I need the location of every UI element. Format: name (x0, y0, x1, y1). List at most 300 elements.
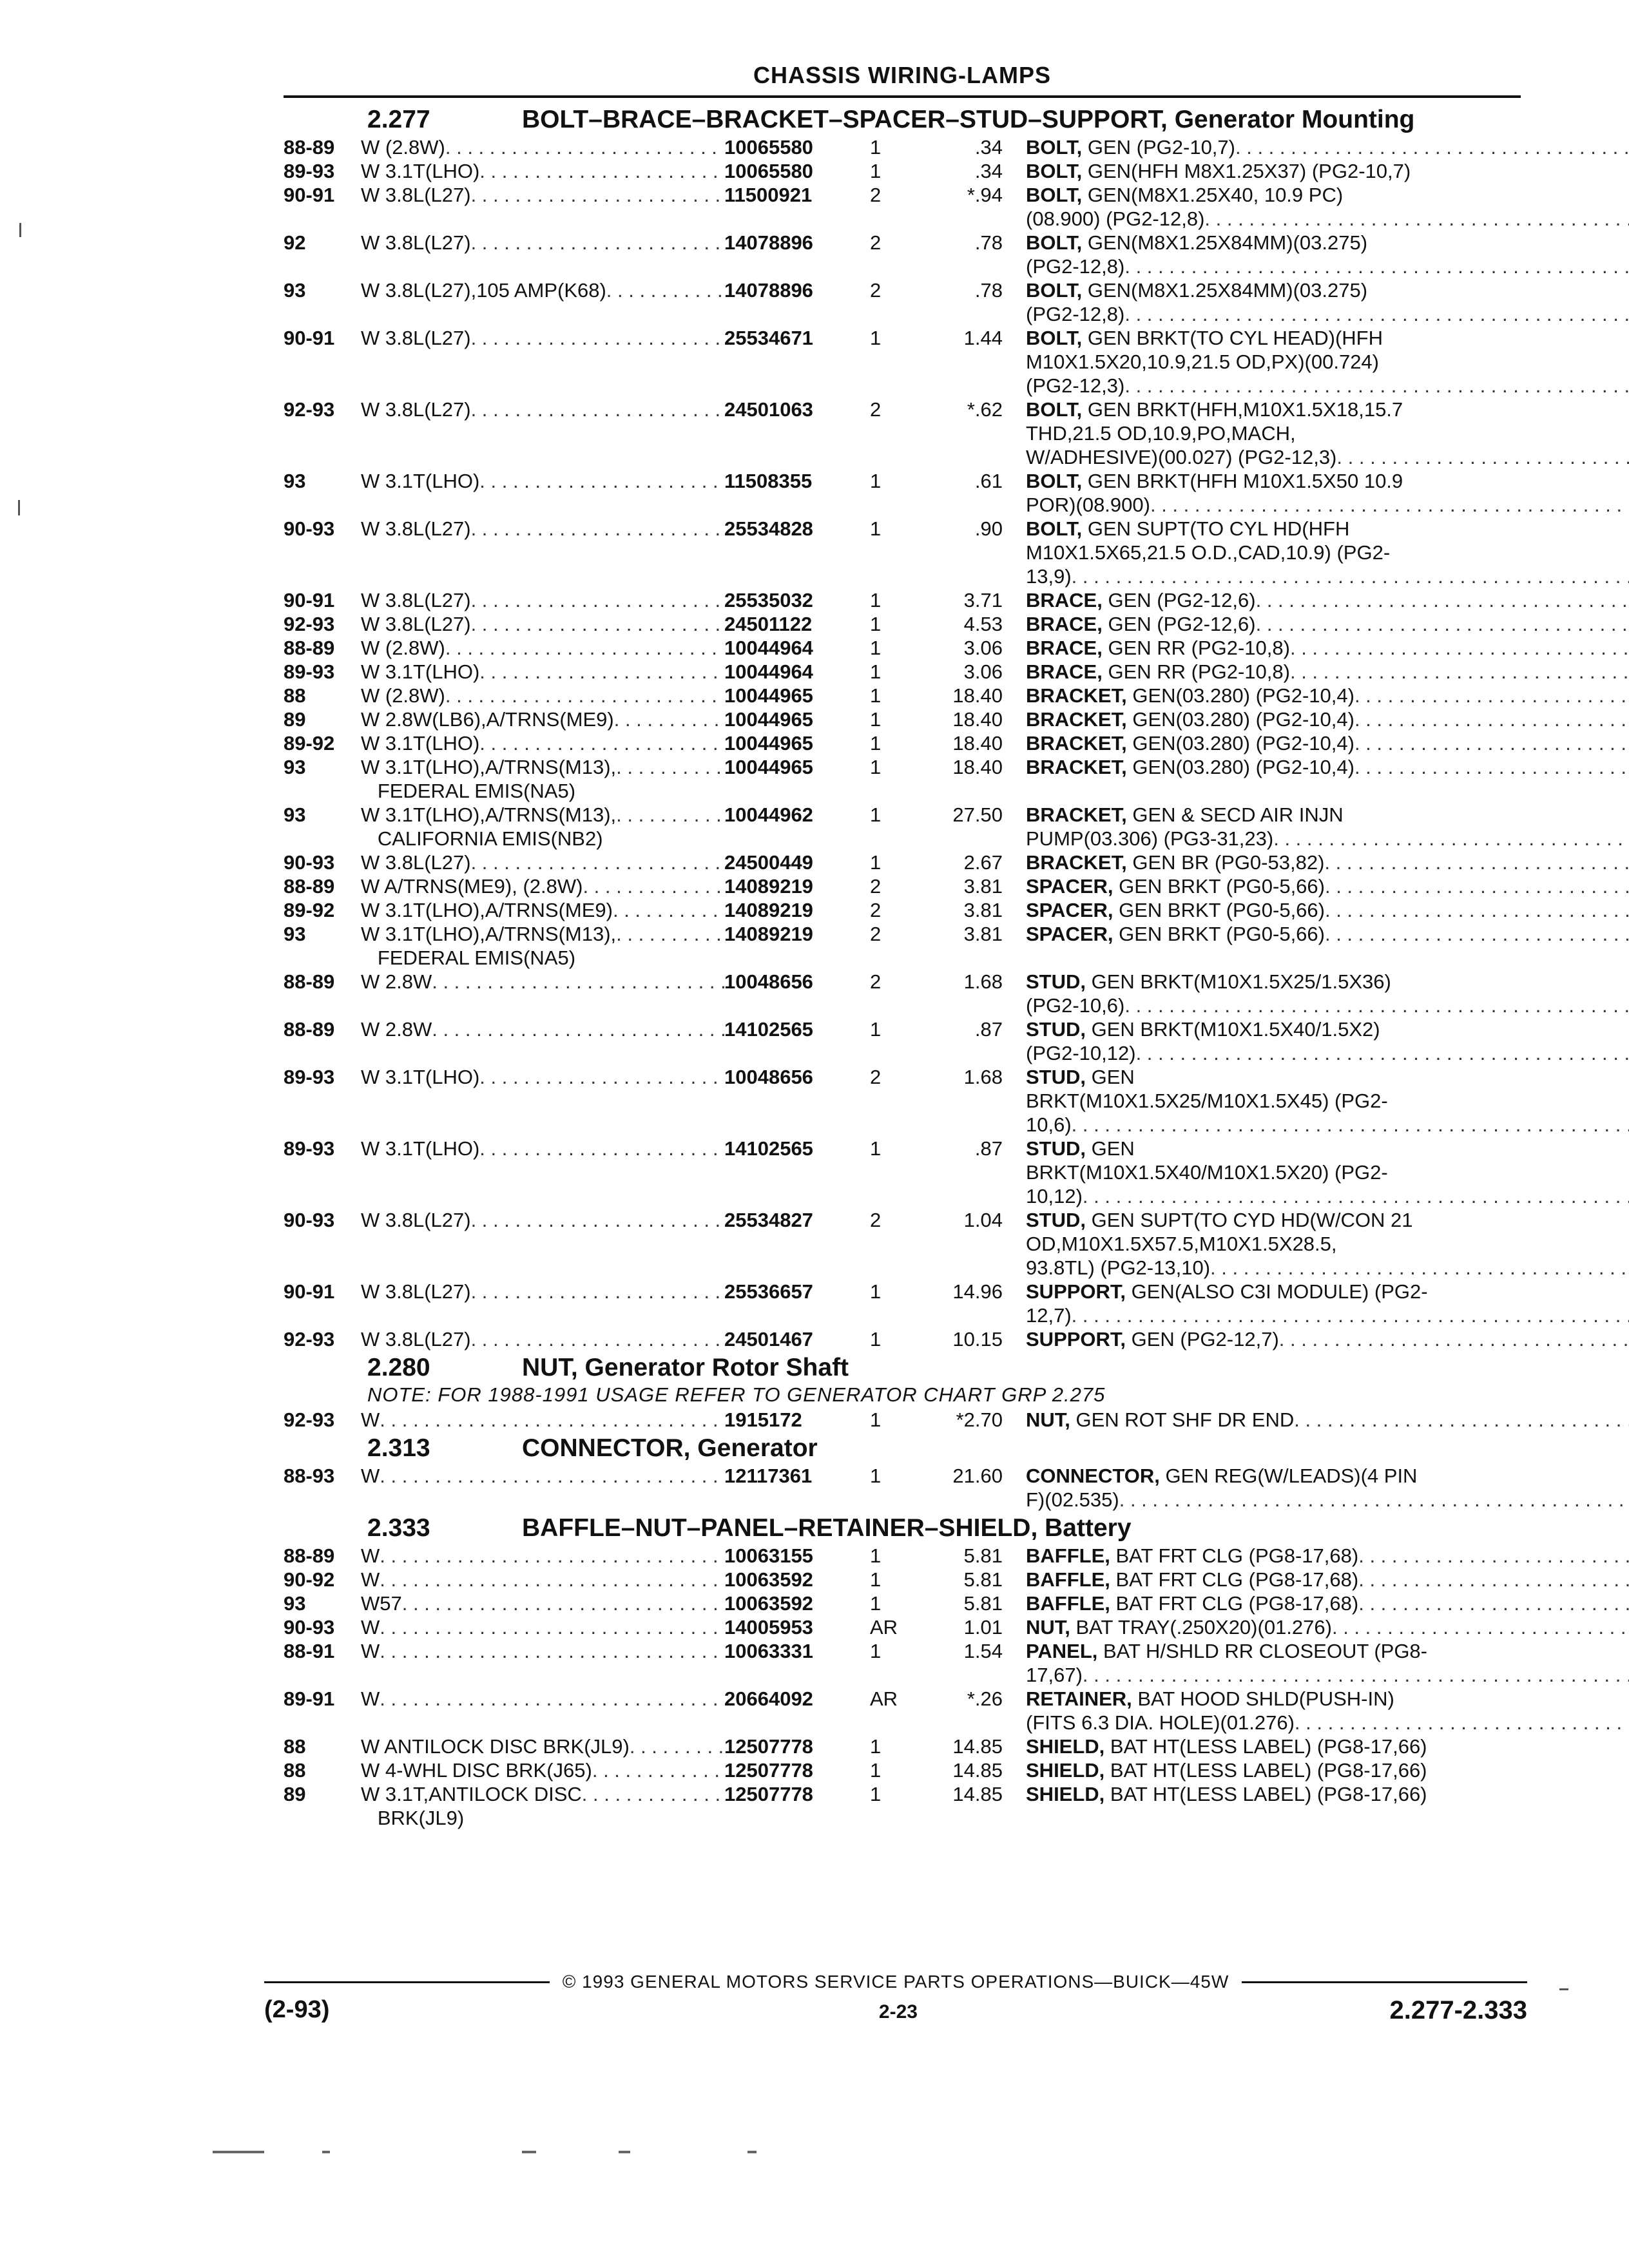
description-keyword: STUD, (1026, 1066, 1086, 1088)
description-line (1026, 755, 1629, 779)
part-row (284, 1017, 1521, 1065)
dot-leader (380, 1639, 724, 1663)
quantity: 1 (870, 136, 882, 159)
model-cell (361, 1615, 724, 1639)
year-range: 88-89 (284, 637, 335, 659)
description-text: (PG2-10,6) (1026, 994, 1125, 1017)
description-keyword: BOLT, (1026, 231, 1083, 254)
year-range: 92-93 (284, 1408, 335, 1431)
price: 18.40 (952, 756, 1003, 778)
quantity: 2 (870, 1209, 882, 1231)
description-line (1026, 1735, 1521, 1758)
description-text: (PG2-12,3) (1026, 374, 1125, 397)
description-text: OD,M10X1.5X57.5,M10X1.5X28.5, (1026, 1233, 1337, 1255)
dot-leader (1124, 994, 1629, 1017)
part-row (284, 850, 1521, 874)
year-range: 88-89 (284, 1018, 335, 1041)
model-text: W 3.1T,ANTILOCK DISC BRK(JL9) (361, 1783, 582, 1829)
part-number: 25536657 (724, 1280, 813, 1303)
year-range: 92-93 (284, 613, 335, 635)
dot-leader (380, 1544, 724, 1568)
description-line (1026, 1591, 1629, 1615)
section-heading (284, 1436, 1521, 1461)
price: 1.04 (963, 1209, 1003, 1231)
price: 14.96 (952, 1280, 1003, 1303)
model-cell (361, 469, 724, 493)
model-cell (361, 1591, 724, 1615)
part-number: 14078896 (724, 279, 813, 302)
dot-leader (380, 1615, 724, 1639)
part-row (284, 636, 1521, 660)
dot-leader (616, 755, 724, 803)
part-number: 11500921 (724, 184, 813, 206)
model-cell (361, 1280, 724, 1303)
part-number: 14005953 (724, 1616, 813, 1639)
model-cell (361, 874, 724, 898)
description-line (1026, 1464, 1629, 1488)
dot-leader (1354, 731, 1629, 755)
section-heading (284, 1355, 1521, 1381)
dot-leader (1273, 827, 1629, 850)
description-text: 12,7) (1026, 1304, 1072, 1327)
model-text: W (2.8W) (361, 136, 445, 159)
description-keyword: BOLT, (1026, 517, 1083, 540)
section-number: 2.277 (367, 106, 430, 133)
part-row (284, 1639, 1521, 1687)
description-text: GEN BRKT (PG0-5,66) (1113, 899, 1325, 921)
model-cell (361, 1464, 724, 1488)
dot-leader (582, 1782, 724, 1830)
dot-leader (380, 1464, 724, 1488)
dot-leader (445, 684, 724, 707)
description-line (1026, 1017, 1629, 1041)
year-range: 89 (284, 708, 306, 731)
price: 1.54 (963, 1640, 1003, 1662)
part-number: 10048656 (724, 1066, 813, 1088)
model-cell (361, 326, 724, 350)
description-keyword: BRACE, (1026, 637, 1103, 659)
model-text: W (361, 1687, 380, 1710)
description-keyword: BRACKET, (1026, 803, 1127, 826)
price: .34 (974, 160, 1003, 182)
model-cell (361, 803, 724, 850)
model-cell (361, 159, 724, 183)
dot-leader (1150, 493, 1629, 517)
description-keyword: SUPPORT, (1026, 1328, 1126, 1350)
dot-leader (1210, 1256, 1629, 1280)
description-keyword: BOLT, (1026, 398, 1083, 421)
dot-leader (1290, 660, 1629, 684)
dot-leader (1358, 1591, 1629, 1615)
dot-leader (1325, 874, 1629, 898)
price: .78 (974, 231, 1003, 254)
model-text: W (361, 1408, 380, 1431)
page-header: CHASSIS WIRING-LAMPS (753, 62, 1051, 88)
description-keyword: BRACKET, (1026, 851, 1127, 874)
description (1026, 874, 1629, 898)
dot-leader (479, 1065, 724, 1089)
description (1026, 1615, 1629, 1639)
description (1026, 1208, 1629, 1280)
quantity: 1 (870, 589, 882, 611)
model-cell (361, 517, 724, 541)
footer-line (264, 1972, 1527, 1992)
year-range: 88-89 (284, 136, 335, 159)
price: 3.71 (963, 589, 1003, 611)
model-text: W 3.8L(L27) (361, 851, 471, 874)
part-row (284, 1687, 1521, 1735)
description (1026, 755, 1629, 779)
dot-leader (1072, 564, 1629, 588)
description-text: GEN SUPT(TO CYD HD(W/CON 21 (1086, 1209, 1413, 1231)
part-number: 10048656 (724, 970, 813, 993)
quantity: 1 (870, 803, 882, 826)
part-number: 12507778 (724, 1783, 813, 1805)
model-text: W 3.1T(LHO),A/TRNS(M13), CALIFORNIA EMIS(NB2) (361, 803, 617, 850)
part-row (284, 660, 1521, 684)
model-cell (361, 1782, 724, 1830)
description (1026, 135, 1629, 159)
scan-smudge (213, 2151, 264, 2153)
description-line (1026, 135, 1629, 159)
part-number: 10044964 (724, 637, 813, 659)
description-text: PUMP(03.306) (PG3-31,23) (1026, 827, 1274, 850)
description-text: BAT HT(LESS LABEL) (PG8-17,66) (1104, 1759, 1427, 1782)
dot-leader (616, 922, 724, 970)
model-cell (361, 1735, 724, 1758)
quantity: 1 (870, 1592, 882, 1615)
model-text: W (361, 1640, 380, 1662)
dot-leader (1256, 588, 1629, 612)
price: 14.85 (952, 1759, 1003, 1782)
description-keyword: BOLT, (1026, 136, 1083, 159)
description-text: GEN BRKT(TO CYL HEAD)(HFH (1082, 327, 1383, 349)
model-text: W 3.8L(L27) (361, 589, 471, 611)
part-number: 10044965 (724, 756, 813, 778)
part-row (284, 588, 1521, 612)
part-row (284, 684, 1521, 707)
model-text: W 2.8W (361, 1018, 432, 1041)
description-text: GEN(03.280) (PG2-10,4) (1126, 732, 1354, 754)
description-keyword: BOLT, (1026, 327, 1083, 349)
section-heading (284, 107, 1521, 133)
model-cell (361, 731, 724, 755)
description-line (1026, 493, 1629, 517)
model-cell (361, 1687, 724, 1711)
price: 3.81 (963, 875, 1003, 898)
price: 5.81 (963, 1568, 1003, 1591)
year-range: 89-92 (284, 732, 335, 754)
description-line (1026, 684, 1629, 707)
description-text: GEN(M8X1.25X40, 10.9 PC) (1082, 184, 1344, 206)
part-number: 10044965 (724, 684, 813, 707)
description (1026, 159, 1521, 183)
description-keyword: SPACER, (1026, 899, 1113, 921)
description-keyword: STUD, (1026, 1018, 1086, 1041)
dot-leader (1124, 374, 1629, 398)
price: 10.15 (952, 1328, 1003, 1350)
section-title: NUT, Generator Rotor Shaft (522, 1354, 849, 1381)
year-range: 88-89 (284, 1544, 335, 1567)
model-text: W (2.8W) (361, 684, 445, 707)
price: .78 (974, 279, 1003, 302)
part-row (284, 1408, 1521, 1432)
page-footer (264, 1972, 1527, 2055)
description (1026, 707, 1629, 731)
description-line (1026, 1408, 1629, 1432)
model-text: W 3.1T(LHO) (361, 160, 480, 182)
dot-leader (1072, 1113, 1629, 1137)
section-number: 2.280 (367, 1354, 430, 1381)
description-line (1026, 517, 1629, 541)
part-row (284, 231, 1521, 278)
description-line (1026, 612, 1629, 636)
description-text: BRKT(M10X1.5X25/M10X1.5X45) (PG2- (1026, 1090, 1388, 1112)
part-row (284, 1327, 1521, 1351)
left-margin-mark (19, 223, 21, 237)
dot-leader (1279, 1327, 1629, 1351)
description-line (1026, 850, 1629, 874)
price: .87 (974, 1137, 1003, 1160)
price: 1.44 (963, 327, 1003, 349)
year-range: 89-93 (284, 1066, 335, 1088)
year-range: 88-89 (284, 970, 335, 993)
dot-leader (1358, 1568, 1629, 1591)
dot-leader (471, 398, 724, 421)
dot-leader (1336, 445, 1629, 469)
model-text: W 3.1T(LHO) (361, 1066, 480, 1088)
dot-leader (1124, 302, 1629, 326)
description-text: F)(02.535) (1026, 1488, 1119, 1511)
part-number: 10063592 (724, 1592, 813, 1615)
price: *.26 (967, 1687, 1003, 1710)
part-number: 12507778 (724, 1735, 813, 1758)
dot-leader (471, 612, 724, 636)
description (1026, 231, 1629, 278)
description-keyword: SPACER, (1026, 875, 1113, 898)
model-cell (361, 1758, 724, 1782)
description-text: GEN & SECD AIR INJN (1126, 803, 1344, 826)
description-keyword: BRACKET, (1026, 732, 1127, 754)
description (1026, 278, 1629, 326)
description-line (1026, 469, 1629, 493)
dot-leader (616, 803, 724, 850)
quantity: 1 (870, 517, 882, 540)
description-keyword: PANEL, (1026, 1640, 1098, 1662)
quantity: 2 (870, 899, 882, 921)
year-range: 93 (284, 756, 306, 778)
model-cell (361, 970, 724, 994)
description (1026, 183, 1629, 231)
description (1026, 398, 1629, 469)
description (1026, 1544, 1629, 1568)
year-range: 93 (284, 470, 306, 492)
parts-list (284, 135, 1521, 1351)
description-line (1026, 541, 1629, 564)
section-number: 2.333 (367, 1514, 430, 1542)
model-cell (361, 660, 724, 684)
description-keyword: STUD, (1026, 1209, 1086, 1231)
description-line (1026, 1782, 1521, 1806)
model-text: W 3.1T(LHO),A/TRNS(M13), FEDERAL EMIS(NA5) (361, 756, 617, 802)
year-range: 88-91 (284, 1640, 335, 1662)
part-number: 14089219 (724, 875, 813, 898)
price: 4.53 (963, 613, 1003, 635)
part-row (284, 1782, 1521, 1830)
description-line (1026, 1327, 1629, 1351)
description-text: GEN BRKT (PG0-5,66) (1113, 923, 1325, 945)
quantity: 1 (870, 637, 882, 659)
dot-leader (479, 660, 724, 684)
model-text: W (361, 1568, 380, 1591)
year-range: 93 (284, 803, 306, 826)
dot-leader (471, 588, 724, 612)
part-row (284, 326, 1521, 398)
description-text: GEN BRKT(M10X1.5X40/1.5X2) (1086, 1018, 1380, 1041)
description-keyword: BAFFLE, (1026, 1568, 1110, 1591)
dot-leader (1358, 1544, 1629, 1568)
quantity: 1 (870, 1465, 882, 1487)
description-keyword: BRACKET, (1026, 708, 1127, 731)
description-text: GEN (PG2-12,7) (1126, 1328, 1279, 1350)
description-text: M10X1.5X65,21.5 O.D.,CAD,10.9) (PG2- (1026, 541, 1391, 564)
quantity: 1 (870, 327, 882, 349)
description-text: GEN SUPT(TO CYL HD(HFH (1082, 517, 1350, 540)
quantity: 1 (870, 732, 882, 754)
description-text: GEN BR (PG0-53,82) (1126, 851, 1325, 874)
description-line (1026, 159, 1521, 183)
dot-leader (1354, 755, 1629, 779)
dot-leader (479, 159, 724, 183)
part-number: 14089219 (724, 923, 813, 945)
description-line (1026, 1065, 1629, 1089)
model-text: W 3.1T(LHO) (361, 660, 480, 683)
model-text: W (361, 1465, 380, 1487)
part-number: 14102565 (724, 1137, 813, 1160)
description-text: GEN RR (PG2-10,8) (1102, 660, 1290, 683)
description-line (1026, 1184, 1629, 1208)
date-code: (2-93) (264, 1996, 330, 2023)
parts-list (284, 1464, 1521, 1512)
model-cell (361, 135, 724, 159)
description-text: (PG2-12,8) (1026, 255, 1125, 278)
price: 3.06 (963, 660, 1003, 683)
quantity: 1 (870, 1783, 882, 1805)
description (1026, 517, 1629, 588)
description (1026, 469, 1629, 517)
description-keyword: BRACE, (1026, 660, 1103, 683)
header-rule (284, 95, 1521, 98)
year-range: 92-93 (284, 398, 335, 421)
dot-leader (1324, 850, 1629, 874)
quantity: 1 (870, 160, 882, 182)
part-row (284, 398, 1521, 469)
price: *.62 (967, 398, 1003, 421)
price: 18.40 (952, 684, 1003, 707)
price: 3.81 (963, 923, 1003, 945)
left-margin-mark (18, 500, 20, 515)
quantity: 1 (870, 1568, 882, 1591)
description-text: GEN BRKT(HFH M10X1.5X50 10.9 (1082, 470, 1403, 492)
description-text: 13,9) (1026, 565, 1072, 588)
model-cell (361, 684, 724, 707)
dot-leader (471, 850, 724, 874)
quantity: 1 (870, 756, 882, 778)
description-line (1026, 255, 1629, 278)
part-number: 10065580 (724, 160, 813, 182)
description-text: GEN BRKT(HFH,M10X1.5X18,15.7 (1082, 398, 1403, 421)
description (1026, 1065, 1629, 1137)
dot-leader (1295, 1711, 1629, 1735)
part-number: 1915172 (724, 1408, 802, 1431)
price: 3.06 (963, 637, 1003, 659)
part-number: 10044964 (724, 660, 813, 683)
description-keyword: BOLT, (1026, 279, 1083, 302)
year-range: 90-91 (284, 327, 335, 349)
description-line (1026, 445, 1629, 469)
description-text: BRKT(M10X1.5X40/M10X1.5X20) (PG2- (1026, 1161, 1388, 1184)
description-text: BAT HT(LESS LABEL) (PG8-17,66) (1104, 1783, 1427, 1805)
quantity: 1 (870, 470, 882, 492)
part-number: 10063155 (724, 1544, 813, 1567)
description (1026, 850, 1629, 874)
description (1026, 970, 1629, 1017)
sections-container (284, 107, 1521, 1830)
part-number: 24501122 (724, 613, 813, 635)
model-text: W 3.1T(LHO),A/TRNS(M13), FEDERAL EMIS(NA5) (361, 923, 617, 969)
description-line (1026, 898, 1629, 922)
dot-leader (380, 1568, 724, 1591)
description-text: W/ADHESIVE)(00.027) (PG2-12,3) (1026, 446, 1337, 468)
quantity: 1 (870, 708, 882, 731)
model-text: W ANTILOCK DISC BRK(JL9) (361, 1735, 630, 1758)
model-cell (361, 1137, 724, 1160)
description-text: GEN ROT SHF DR END (1070, 1408, 1295, 1431)
year-range: 90-91 (284, 1280, 335, 1303)
year-range: 93 (284, 279, 306, 302)
description-text: BAT FRT CLG (PG8-17,68) (1110, 1568, 1359, 1591)
model-text: W 2.8W (361, 970, 432, 993)
description-keyword: BRACE, (1026, 613, 1103, 635)
year-range: 89-93 (284, 660, 335, 683)
model-text: W 3.8L(L27) (361, 231, 471, 254)
description-keyword: CONNECTOR, (1026, 1465, 1160, 1487)
quantity: 1 (870, 1137, 882, 1160)
quantity: 1 (870, 851, 882, 874)
description-line (1026, 374, 1629, 398)
model-text: W 3.8L(L27) (361, 1280, 471, 1303)
dot-leader (471, 1208, 724, 1232)
dot-leader (471, 326, 724, 350)
description (1026, 1280, 1629, 1327)
dot-leader (1256, 612, 1629, 636)
quantity: 1 (870, 1408, 882, 1431)
description-line (1026, 421, 1629, 445)
description-text: GEN (PG2-10,7) (1082, 136, 1235, 159)
model-text: W 2.8W(LB6),A/TRNS(ME9) (361, 708, 614, 731)
description-line (1026, 1303, 1629, 1327)
description-keyword: BAFFLE, (1026, 1592, 1110, 1615)
part-row (284, 755, 1521, 803)
description-line (1026, 398, 1629, 421)
model-cell (361, 1017, 724, 1041)
description-text: 10,12) (1026, 1185, 1083, 1207)
description (1026, 684, 1629, 707)
description-keyword: SHIELD, (1026, 1759, 1105, 1782)
dot-leader (1119, 1488, 1629, 1512)
dot-leader (1083, 1184, 1629, 1208)
scan-smudge (322, 2151, 330, 2153)
